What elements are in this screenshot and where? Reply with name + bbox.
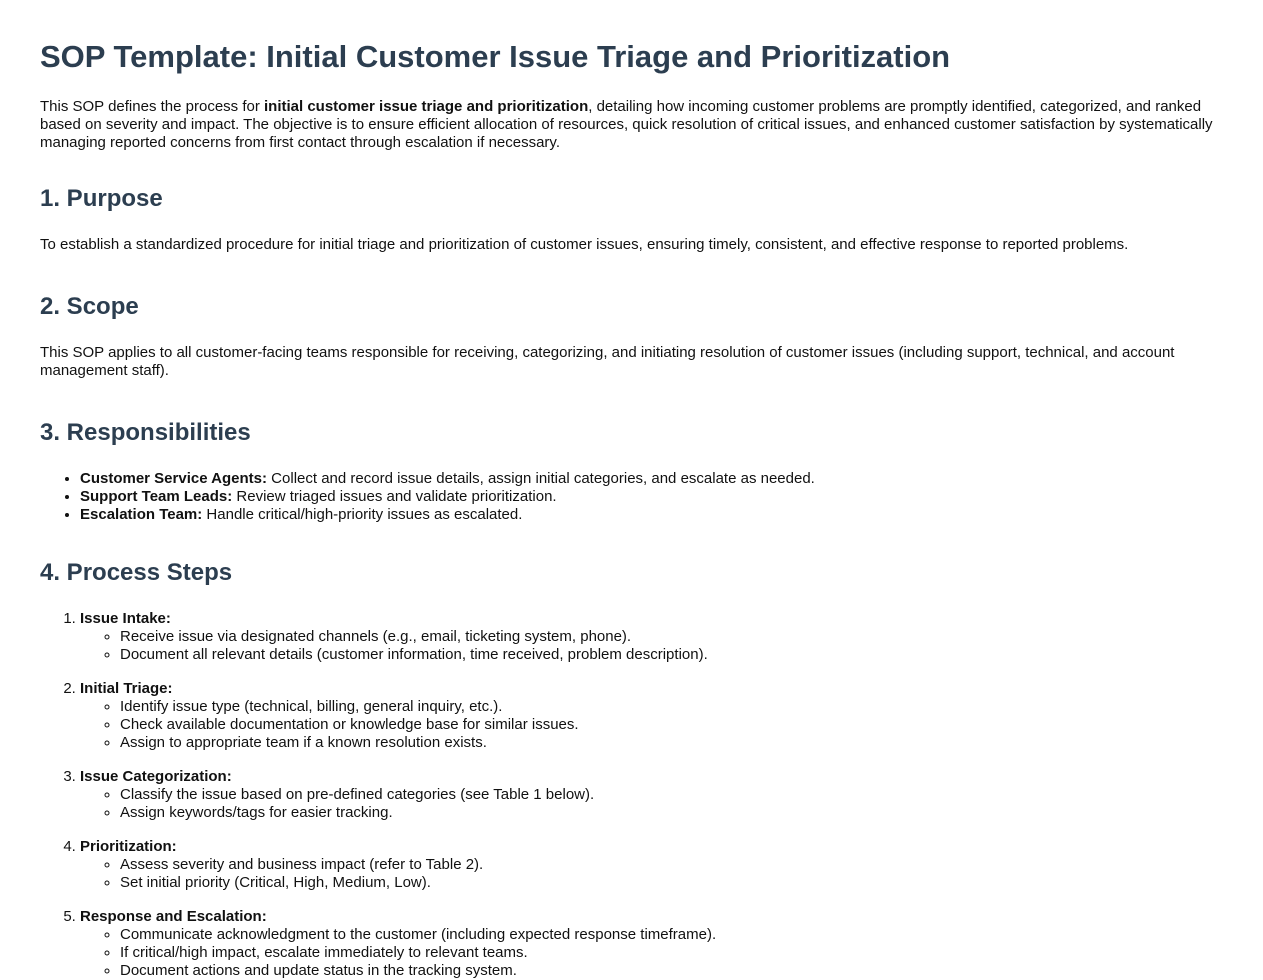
process-step: [80, 680, 1223, 752]
role-description: Review triaged issues and validate prioritization.: [232, 488, 557, 505]
substep-item: ◦ Receive issue via designated channels (e.g., email, ticketing system, phone).: [120, 628, 1223, 646]
step-title: Response and Escalation:: [80, 908, 267, 925]
step-title: Issue Categorization:: [80, 768, 232, 785]
substep-item: ◦ Check available documentation or knowledge base for similar issues.: [120, 716, 1223, 734]
scope-text: This SOP applies to all customer-facing teams responsible for receiving, categorizing, and initiating resolution of customer issues (including support, technical, and account management staff).: [40, 344, 1175, 379]
substep-item: ◦ Document actions and update status in the tracking system.: [120, 962, 1223, 980]
process-step: [80, 908, 1223, 980]
process-step: [80, 768, 1223, 822]
list-item: [80, 488, 1223, 506]
step-title: Issue Intake:: [80, 610, 171, 627]
step-substeps: [80, 926, 1223, 980]
step-substeps: [80, 786, 1223, 822]
page-title: SOP Template: Initial Customer Issue Triage and Prioritization: [40, 39, 951, 74]
role-label: Support Team Leads:: [80, 488, 233, 505]
scope-heading: 2. Scope: [40, 293, 139, 320]
role-description: Collect and record issue details, assign initial categories, and escalate as needed.: [267, 470, 815, 487]
intro-paragraph: [40, 98, 1223, 152]
role-label: Customer Service Agents:: [80, 470, 268, 487]
substep-item: ◦ Document all relevant details (customer information, time received, problem description).: [120, 646, 1223, 664]
intro-emphasis: initial customer issue triage and prioritization: [264, 98, 589, 115]
substep-item: ◦ If critical/high impact, escalate immediately to relevant teams.: [120, 944, 1223, 962]
purpose-heading: 1. Purpose: [40, 185, 163, 212]
step-title: Initial Triage:: [80, 680, 173, 697]
intro-text-start: This SOP defines the process for: [40, 98, 264, 115]
step-substeps: [80, 856, 1223, 892]
role-label: Escalation Team:: [80, 506, 203, 523]
responsibilities-list: [40, 470, 1223, 524]
substep-item: ◦ Identify issue type (technical, billing, general inquiry, etc.).: [120, 698, 1223, 716]
substep-item: ◦ Communicate acknowledgment to the customer (including expected response timeframe).: [120, 926, 1223, 944]
substep-item: ◦ Assign keywords/tags for easier tracking.: [120, 804, 1223, 822]
step-title: Prioritization:: [80, 838, 177, 855]
process-heading: 4. Process Steps: [40, 559, 233, 586]
process-step: [80, 610, 1223, 664]
step-substeps: [80, 698, 1223, 752]
list-item: [80, 506, 1223, 524]
responsibilities-heading: 3. Responsibilities: [40, 419, 251, 446]
purpose-text: To establish a standardized procedure for initial triage and prioritization of customer issues, ensuring timely, consistent, and effective response to reported problems.: [40, 236, 1129, 253]
step-substeps: [80, 628, 1223, 664]
substep-item: ◦ Set initial priority (Critical, High, Medium, Low).: [120, 874, 1223, 892]
role-description: Handle critical/high-priority issues as escalated.: [202, 506, 523, 523]
process-step: [80, 838, 1223, 892]
substep-item: ◦ Assign to appropriate team if a known resolution exists.: [120, 734, 1223, 752]
intro-text-end: , detailing how incoming customer problems are promptly identified, categorized, and ranked based on severity and impact. The objective is to ensure efficient allocation of resources, quick resolution of critical issues, and enhanced customer satisfaction by systematically managing reported concerns from first contact through escalation if necessary.: [40, 98, 1213, 151]
process-steps-list: [40, 610, 1223, 980]
substep-item: ◦ Classify the issue based on pre-defined categories (see Table 1 below).: [120, 786, 1223, 804]
substep-item: ◦ Assess severity and business impact (refer to Table 2).: [120, 856, 1223, 874]
list-item: [80, 470, 1223, 488]
